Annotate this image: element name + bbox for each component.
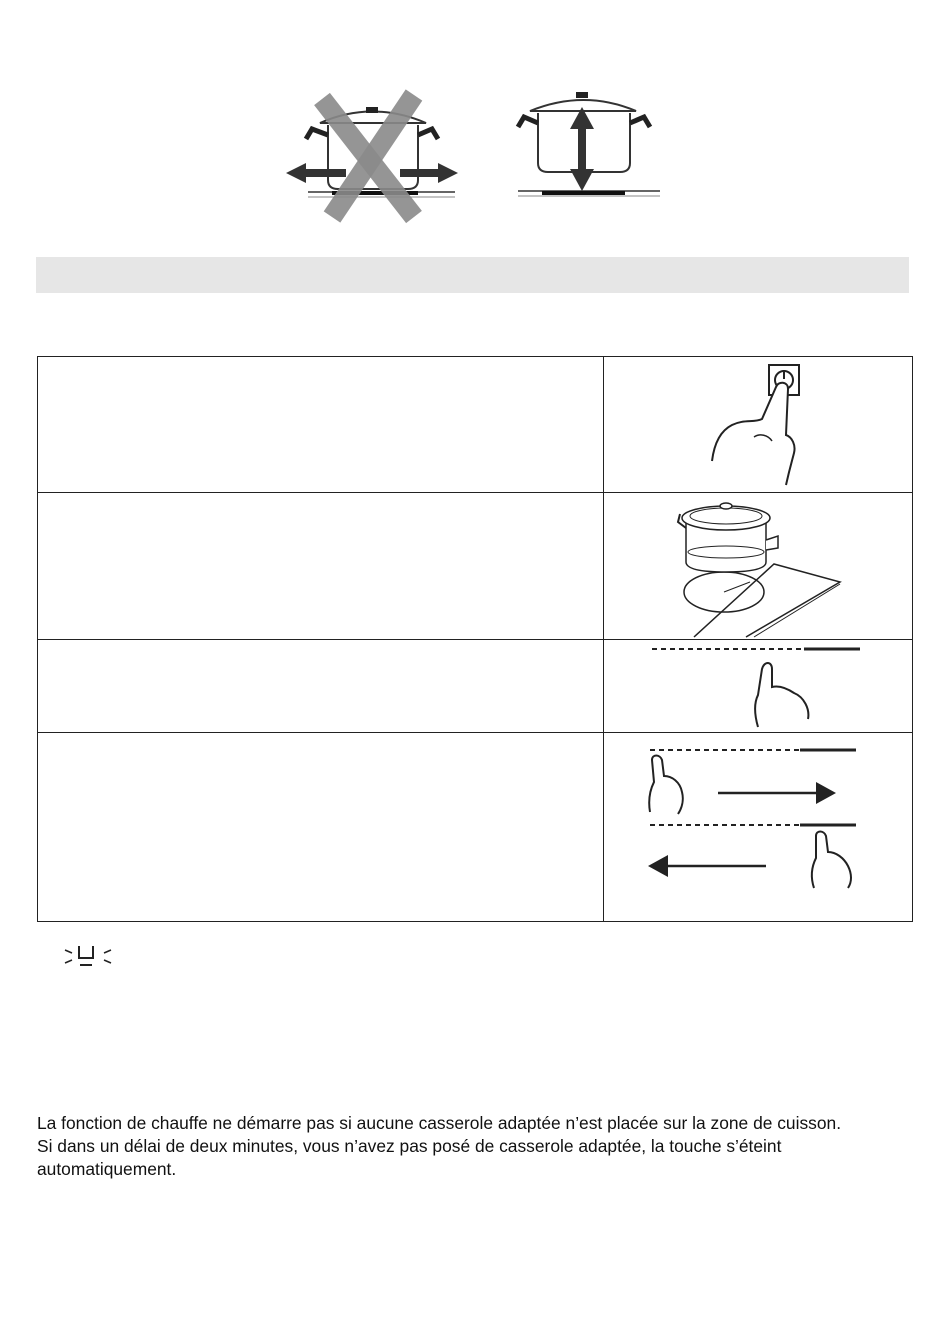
pot-centered-icon <box>518 92 660 196</box>
pot-overhanging-crossed-out-icon <box>286 95 458 217</box>
blinking-u-symbol-icon <box>62 943 114 969</box>
finger-touch-slider-icon <box>604 639 912 732</box>
section-header-bar <box>36 257 909 293</box>
note-block <box>37 1112 897 1181</box>
finger-press-power-icon <box>604 357 912 492</box>
pot-size-figure <box>280 85 670 225</box>
note-paragraph-1: La fonction de chauffe ne démarre pas si aucune casserole adaptée n’est placée sur la zone de cuisson. <box>37 1113 842 1133</box>
note-paragraph-2: Si dans un délai de deux minutes, vous n’avez pas posé de casserole adaptée, la touche s’éteint automatiquement. <box>37 1136 782 1179</box>
finger-slide-left-right-icon <box>604 732 912 921</box>
steps-table <box>37 356 913 922</box>
pot-on-cooking-zone-icon <box>604 492 912 639</box>
